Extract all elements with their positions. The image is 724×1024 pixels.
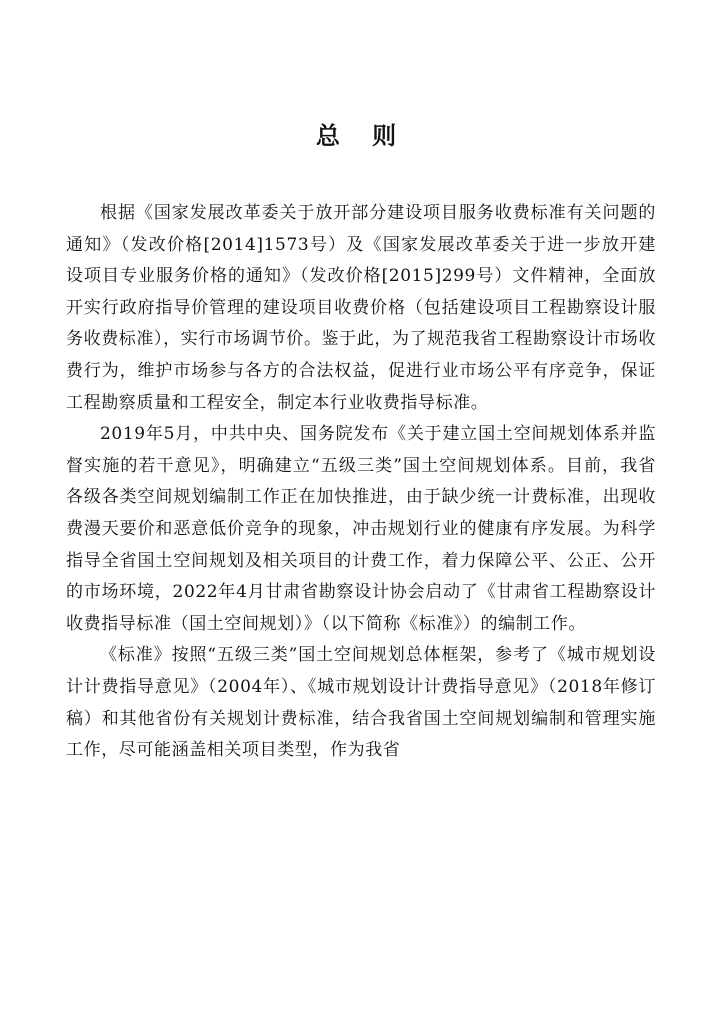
paragraph-3: 《标准》按照“五级三类”国土空间规划总体框架，参考了《城市规划设计计费指导意见》（2004年）、《城市规划设计计费指导意见》（2018年修订稿）和其他省份有关规划计费标准，结合我省国土空间规划编制和管理实施工作，尽可能涵盖相关项目类型，作为我省 <box>66 645 656 761</box>
page-title: 总 则 <box>315 121 409 150</box>
paragraph-1: 根据《国家发展改革委关于放开部分建设项目服务收费标准有关问题的通知》（发改价格[2014]1573号）及《国家发展改革委关于进一步放开建设项目专业服务价格的通知》（发改价格[2015]299号）文件精神，全面放开实行政府指导价管理的建设项目收费价格（包括建设项目工程勘察设计服务收费标准），实行市场调节价。鉴于此，为了规范我省工程勘察设计市场收费行为，维护市场参与各方的合法权益，促进行业市场公平有序竞争，保证工程勘察质量和工程安全，制定本行业收费指导标准。 <box>66 203 656 413</box>
paragraph-2: 2019年5月，中共中央、国务院发布《关于建立国土空间规划体系并监督实施的若干意见》，明确建立“五级三类”国土空间规划体系。目前，我省各级各类空间规划编制工作正在加快推进，由于缺少统一计费标准，出现收费漫天要价和恶意低价竞争的现象，冲击规划行业的健康有序发展。为科学指导全省国土空间规划及相关项目的计费工作，着力保障公平、公正、公开的市场环境，2022年4月甘肃省勘察设计协会启动了《甘肃省工程勘察设计收费指导标准（国土空间规划）》（以下简称《标准》）的编制工作。 <box>66 424 656 634</box>
document-body <box>66 198 656 767</box>
